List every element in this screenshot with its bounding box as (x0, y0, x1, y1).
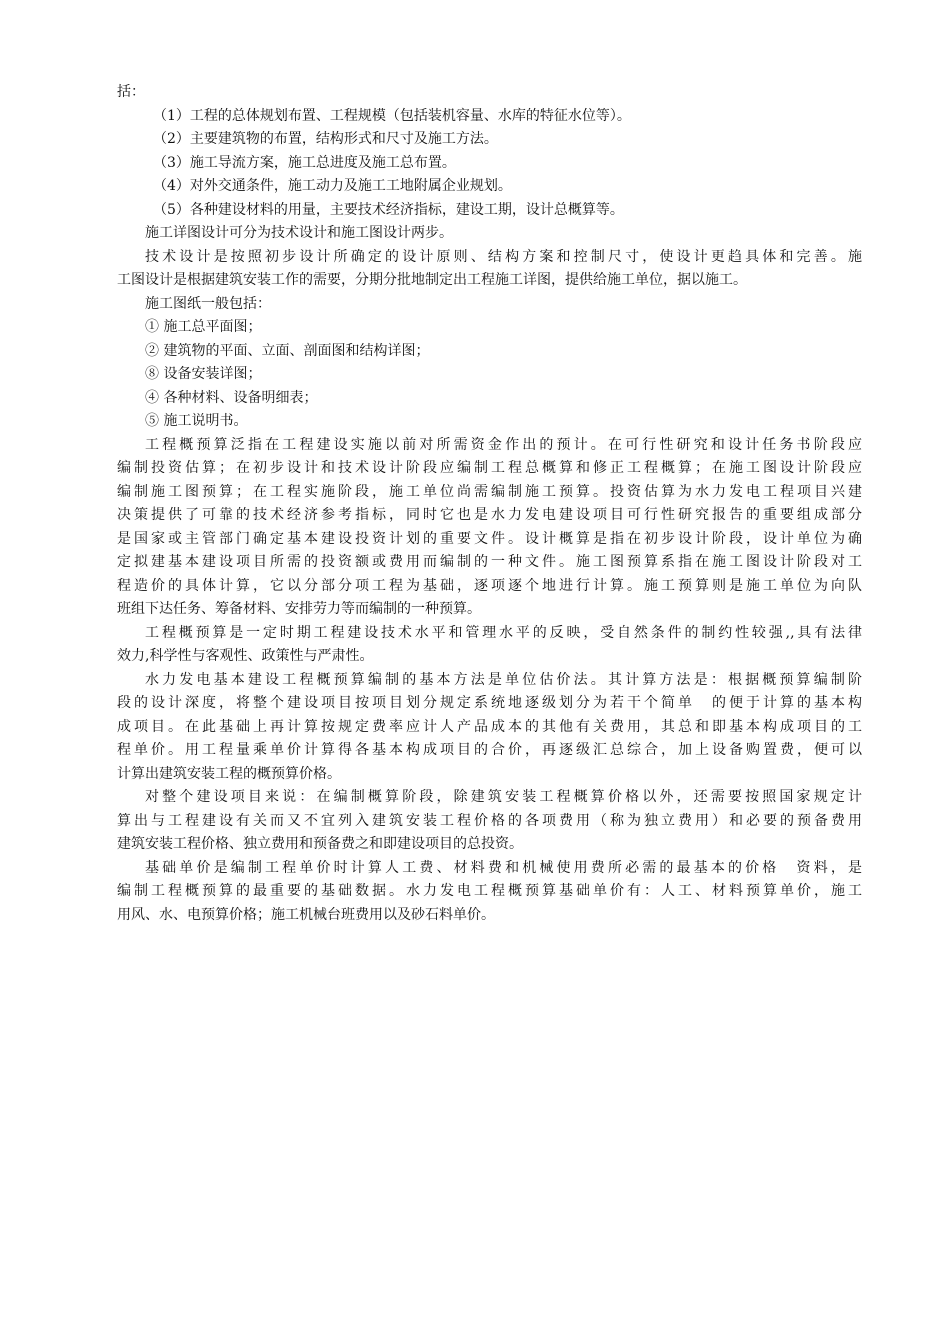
paragraph-line: 工图设计是根据建筑安装工作的需要，分期分批地制定出工程施工详图，提供给施工单位，据以施工。 (117, 272, 747, 288)
paragraph-line: 效力,科学性与客观性、政策性与严肃性。 (117, 648, 374, 664)
drawing-item: ⑤ 施工说明书。 (145, 413, 248, 429)
drawing-list (117, 316, 862, 434)
paragraph-line: 建筑安装工程价格、独立费用和预备费之和即建设项目的总投资。 (117, 836, 523, 852)
paragraph-line: 水力发电基本建设工程概预算编制的基本方法是单位估价法。其计算方法是：根据概预算编制阶 (145, 671, 862, 688)
method-paragraph (117, 669, 862, 787)
drawing-item: ② 建筑物的平面、立面、剖面图和结构详图； (145, 342, 430, 359)
paragraph-line: 用风、水、电预算价格；施工机械台班费用以及砂石料单价。 (117, 906, 495, 923)
paragraph-line: 计算出建筑安装工程的概预算价格。 (117, 765, 341, 782)
paragraph-line: 工程概预算泛指在工程建设实施以前对所需资金作出的预计。在可行性研究和设计任务书阶段应 (145, 436, 862, 453)
paragraph-line: 基础单价是编制工程单价时计算人工费、材料费和机械使用费所必需的最基本的价格 资料，是 (145, 859, 862, 876)
paragraph-line: 成项目。在此基础上再计算按规定费率应计人产品成本的其他有关费用，其总和即基本构成项目的工 (117, 718, 862, 735)
paragraph-line: 是国家或主管部门确定基本建设投资计划的重要文件。设计概算是指在初步设计阶段，设计单位为确 (117, 530, 862, 547)
paragraph-line: 编制投资估算；在初步设计和技术设计阶段应编制工程总概算和修正工程概算；在施工图设计阶段应 (117, 460, 862, 476)
scope-item: （3）施工导流方案，施工总进度及施工总布置。 (153, 154, 456, 171)
paragraph-line: 编制工程概预算的最重要的基础数据。水力发电工程概预算基础单价有：人工、材料预算单价，施工 (117, 883, 862, 899)
paragraph-line: 决策提供了可靠的技术经济参考指标，同时它也是水力发电建设项目可行性研究报告的重要组成部分 (117, 507, 862, 523)
drawings-intro: 施工图纸一般包括： (145, 295, 271, 312)
document-page (117, 81, 862, 927)
tech-design-paragraph (117, 246, 862, 293)
paragraph-line: 定拟建基本建设项目所需的投资额或费用而编制的一种文件。施工图预算系指在施工图设计阶段对工 (117, 554, 862, 570)
scope-item: （5）各种建设材料的用量，主要技术经济指标，建设工期，设计总概算等。 (153, 201, 624, 218)
paragraph-line: 工程概预算是一定时期工程建设技术水平和管理水平的反映，受自然条件的制约性较强,,具有法律 (145, 624, 862, 641)
scope-item: （2）主要建筑物的布置，结构形式和尺寸及施工方法。 (153, 131, 498, 147)
unit-price-paragraph (117, 857, 862, 928)
paragraph-line: 段的设计深度，将整个建设项目按项目划分规定系统地逐级划分为若干个简单 的便于计算的基本构 (117, 695, 862, 711)
drawing-item: ⑧ 设备安装详图； (145, 366, 262, 382)
paragraph-line: 班组下达任务、筹备材料、安排劳力等而编制的一种预算。 (117, 601, 481, 617)
scope-item: （4）对外交通条件，施工动力及施工工地附属企业规划。 (153, 178, 512, 194)
scope-list (117, 105, 862, 223)
drawing-item: ④ 各种材料、设备明细表； (145, 389, 318, 406)
budget-paragraph (117, 434, 862, 622)
paragraph-line: 程单价。用工程量乘单价计算得各基本构成项目的合价，再逐级汇总综合，加上设备购置费，便可以 (117, 742, 862, 758)
paragraph-line: 编制施工图预算；在工程实施阶段，施工单位尚需编制施工预算。投资估算为水力发电工程项目兴建 (117, 483, 862, 500)
paragraph-line: 程造价的具体计算，它以分部分项工程为基础，逐项逐个地进行计算。施工预算则是施工单位为向队 (117, 577, 862, 594)
scope-item: （1）工程的总体规划布置、工程规模（包括装机容量、水库的特征水位等）。 (153, 107, 631, 124)
total-investment-paragraph (117, 786, 862, 857)
intro-line: 括： (117, 84, 145, 100)
paragraph-line: 算出与工程建设有关而又不宜列入建筑安装工程价格的各项费用（称为独立费用）和必要的预备费用 (117, 812, 862, 829)
drawing-item: ① 施工总平面图； (145, 319, 262, 335)
paragraph-line: 技术设计是按照初步设计所确定的设计原则、结构方案和控制尺寸，使设计更趋具体和完善。施 (145, 248, 862, 265)
detail-design-paragraph: 施工详图设计可分为技术设计和施工图设计两步。 (145, 225, 453, 241)
paragraph-line: 对整个建设项目来说：在编制概算阶段，除建筑安装工程概算价格以外，还需要按照国家规定计 (145, 789, 862, 805)
nature-paragraph (117, 622, 862, 669)
